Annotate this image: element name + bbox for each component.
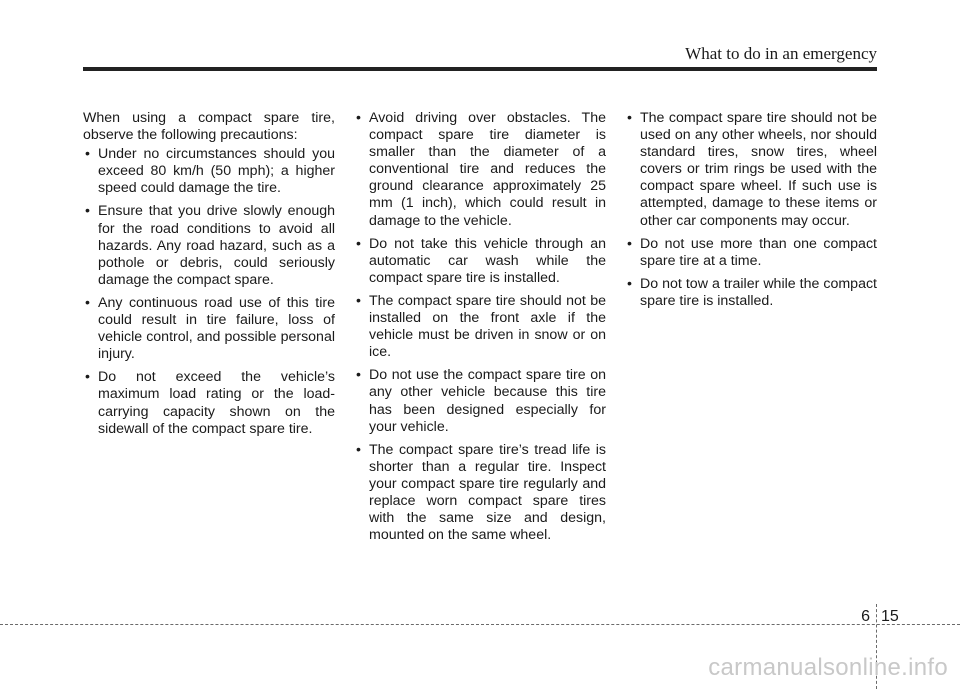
bullet-marker: •: [356, 110, 361, 126]
bullet-marker: •: [627, 235, 632, 252]
bullet-marker: •: [85, 203, 90, 220]
list-item-text: Do not use more than one compact spare tire at a time.: [640, 235, 877, 269]
bullet-marker: •: [356, 367, 361, 384]
page-number: 15: [881, 608, 899, 625]
text-column-1: [83, 110, 335, 444]
bullet-marker: •: [627, 275, 632, 292]
bullet-marker: •: [85, 146, 90, 163]
section-title: What to do in an emergency: [685, 44, 877, 63]
footer-rule: [0, 624, 960, 625]
list-item-text: Ensure that you drive slowly enough for the road conditions to avoid all hazards. Any road hazard, such as a pothole or debris, could seriously damage the compact spare.: [98, 203, 335, 288]
list-item-text: Do not take this vehicle through an automatic car wash while the compact spare tire is installed.: [369, 235, 606, 286]
header-rule: [83, 67, 877, 71]
list-item-text: Do not tow a trailer while the compact spare tire is installed.: [640, 275, 877, 309]
list-item: [625, 276, 877, 310]
bullet-marker: •: [85, 294, 90, 311]
intro-paragraph: When using a compact spare tire, observe the following precautions:: [83, 110, 335, 144]
precautions-list-2: [354, 110, 606, 544]
precautions-list-3: [625, 110, 877, 310]
list-item: [83, 146, 335, 197]
text-column-2: [354, 110, 606, 550]
list-item: [354, 442, 606, 545]
list-item: [625, 110, 877, 230]
watermark-text: carmanualsonline.info: [708, 654, 948, 681]
list-item: [83, 295, 335, 363]
bullet-marker: •: [85, 369, 90, 386]
list-item-text: Do not exceed the vehicle’s maximum load rating or the load-carrying capacity shown on the sidewall of the compact spare tire.: [98, 369, 335, 437]
list-item-text: Under no circumstances should you exceed 80 km/h (50 mph); a higher speed could damage the tire.: [98, 146, 335, 197]
list-item-text: The compact spare tire’s tread life is shorter than a regular tire. Inspect your compact spare tire regularly and replace worn compact spare tires with the same size and design, mounted on the same wheel.: [369, 441, 606, 544]
bullet-marker: •: [356, 235, 361, 252]
list-item: [354, 110, 606, 230]
list-item: [354, 293, 606, 361]
list-item-text: Avoid driving over obstacles. The compact spare tire diameter is smaller than the diameter of a conventional tire and reduces the ground clearance approximately 25 mm (1 inch), which could result in damage to the vehicle.: [369, 110, 606, 229]
list-item-text: Do not use the compact spare tire on any other vehicle because this tire has been designed especially for your vehicle.: [369, 367, 606, 435]
list-item-text: The compact spare tire should not be used on any other wheels, nor should standard tires, snow tires, wheel covers or trim rings be used with the compact spare wheel. If such use is attempted, damage to these items or other car components may occur.: [640, 110, 877, 229]
list-item: [354, 236, 606, 287]
text-column-3: [625, 110, 877, 316]
precautions-list-1: [83, 146, 335, 438]
bullet-marker: •: [356, 441, 361, 458]
list-item-text: Any continuous road use of this tire could result in tire failure, loss of vehicle control, and possible personal injury.: [98, 294, 335, 363]
bullet-marker: •: [627, 110, 632, 126]
list-item: [83, 203, 335, 288]
list-item: [83, 369, 335, 437]
list-item: [354, 367, 606, 435]
bullet-marker: •: [356, 292, 361, 309]
chapter-number: 6: [861, 608, 870, 625]
list-item: [625, 236, 877, 270]
list-item-text: The compact spare tire should not be installed on the front axle if the vehicle must be driven in snow or on ice.: [369, 292, 606, 361]
